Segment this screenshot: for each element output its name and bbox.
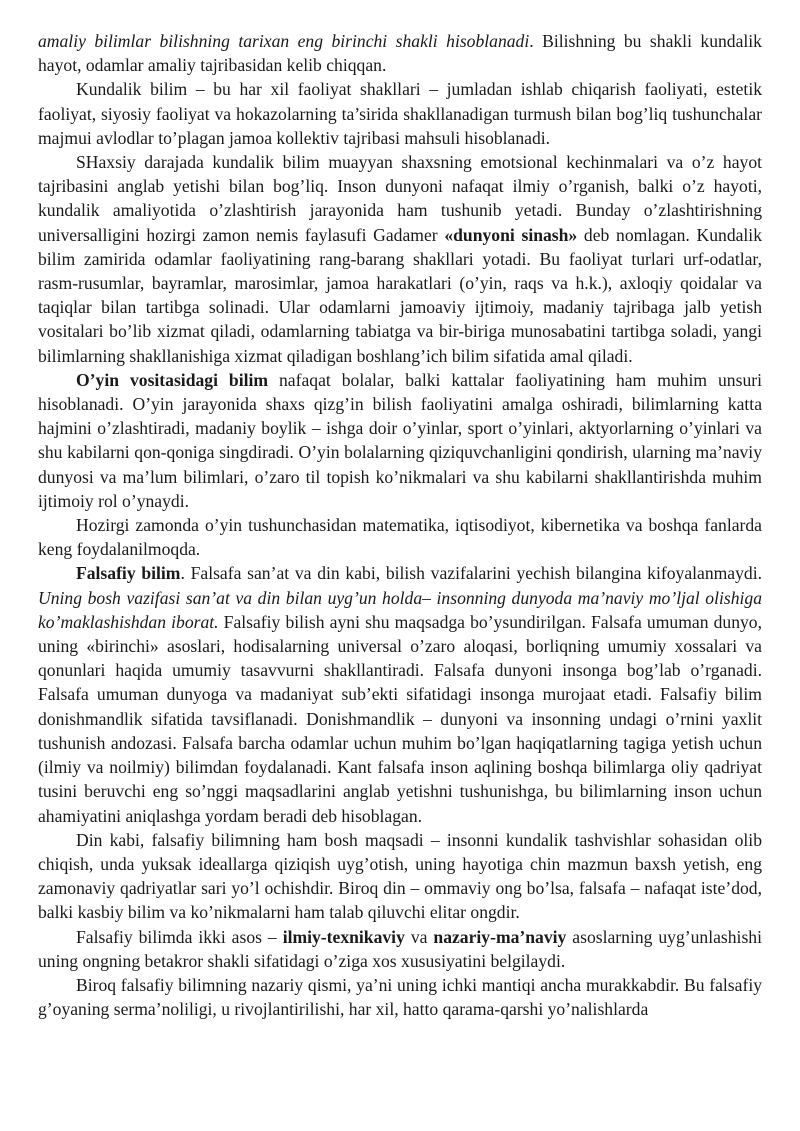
italic-run: amaliy bilimlar bilishning tarixan eng birinchi shakli hisoblanadi	[38, 31, 530, 51]
paragraph-3	[38, 150, 762, 368]
text-run: . Bilishning bu shakli kundalik hayot, odamlar amaliy tajribasidan kelib chiqqan.	[38, 31, 762, 76]
paragraph-6	[38, 561, 762, 827]
text-run: deb nomlagan. Kundalik bilim zamirida odamlar faoliyatining rang-barang shakllari yotadi. Bu faoliyat turlari urf-odatlar, rasm-rusumlar, bayramlar, marosimlar, jamoa harakatlari (o’yin, raqs va h.k.), axloqiy qoidalar va taqiqlar bilan tartibga solinadi. Ular odamlarni jamoaviy ijtimoiy, madaniy tajribaga jalb yetish vositalari bo’lib xizmat qiladi, odamlarning tabiatga va bir-biriga munosabatini tartibga soladi, yangi bilimlarning shakllanishiga xizmat qiladigan boshlang’ich bilim sifatida amal qiladi.	[38, 224, 762, 366]
paragraph-8	[38, 925, 762, 973]
paragraph-9	[38, 973, 762, 1021]
bold-run: «dunyoni sinash»	[444, 224, 578, 245]
text-run: asoslarning uyg’unlashishi uning ongning betakror shakli sifatidagi o’ziga xos xususiyatini belgilaydi.	[38, 926, 762, 971]
paragraph-2	[38, 77, 762, 150]
bold-run: nazariy-ma’naviy	[433, 926, 567, 947]
paragraph-1	[38, 29, 762, 77]
italic-run: Uning bosh vazifasi san’at va din bilan uyg’un holda– insonning dunyoda ma’naviy mo’ljal olishiga ko’maklashishdan iborat.	[38, 587, 762, 632]
text-run: Hozirgi zamonda o’yin tushunchasidan matematika, iqtisodiyot, kibernetika va boshqa fanlarda keng foydalanilmoqda.	[38, 515, 762, 560]
bold-run: O’yin vositasidagi bilim	[76, 369, 269, 390]
text-run: SHaxsiy darajada kundalik bilim muayyan shaxsning emotsional kechinmalari va o’z hayot tajribasini anglab yetishi bilan bog’liq. Inson dunyoni nafaqat ilmiy o’rganish, balki o’z hayoti, kundalik amaliyotida o’zlashtirish jarayonida ham tushunib yetadi. Bunday o’zlashtirishning universalligini hozirgi zamon nemis faylasufi Gadamer	[38, 152, 762, 245]
bold-run: ilmiy-texnikaviy	[282, 926, 405, 947]
text-run: Falsafiy bilimda ikki asos –	[76, 926, 283, 947]
text-run: Biroq falsafiy bilimning nazariy qismi, ya’ni uning ichki mantiqi ancha murakkabdir. Bu falsafiy g’oyaning serma’noliligi, u rivojlantirilishi, har xil, hatto qarama-qarshi yo’nalishlarda	[38, 974, 762, 1020]
text-run: . Falsafa san’at va din kabi, bilish vazifalarini yechish bilangina kifoyalanmaydi.	[180, 563, 762, 584]
paragraph-7	[38, 828, 762, 925]
paragraph-5	[38, 513, 762, 561]
paragraph-4	[38, 368, 762, 513]
text-run: Kundalik bilim – bu har xil faoliyat shakllari – jumladan ishlab chiqarish faoliyati, estetik faoliyat, siyosiy faoliyat va hokazolarning ta’sirida shakllanadigan turmush bilan bog’liq tushunchalar majmui avlodlar to’plagan jamoa kollektiv tajribasi mahsuli hisoblanadi.	[38, 79, 762, 148]
text-run: va	[404, 926, 434, 947]
bold-run: Falsafiy bilim	[76, 563, 181, 584]
text-run: nafaqat bolalar, balki kattalar faoliyatining ham muhim unsuri hisoblanadi. O’yin jarayonida shaxs qizg’in bilish faoliyatini amalga oshiradi, bilimlarning katta hajmini o’zlashtiradi, madaniy boylik – ishga doir o’yinlar, sport o’yinlari, aktyorlarning o’yinlari va shu kabilarni qon-qoniga singdiradi. O’yin bolalarning qiziquvchanligini qondirish, ularning ma’naviy dunyosi va ma’lum bilimlari, o’zaro til topish ko’nikmalari va shu kabilarni shakllantirishda muhim ijtimoiy rol o’ynaydi.	[38, 369, 762, 511]
text-run: Din kabi, falsafiy bilimning ham bosh maqsadi – insonni kundalik tashvishlar sohasidan olib chiqish, unda yuksak ideallarga qiziqish uyg’otish, uning hayotiga chin mazmun baxsh yetish, eng zamonaviy qadriyatlar sari yo’l ochishdir. Biroq din – ommaviy ong bo’lsa, falsafa – nafaqat iste’dod, balki kasbiy bilim va ko’nikmalarni ham talab qiluvchi elitar ongdir.	[38, 829, 762, 923]
text-run: Falsafiy bilish ayni shu maqsadga bo’ysundirilgan. Falsafa umuman dunyo, uning «birinchi» asoslari, hodisalarning universal o’zaro aloqasi, borliqning umumiy xossalari va qonunlari haqida umumiy tasavvurni shakllantiradi. Falsafa dunyoni insonga bog’lab o’rganadi. Falsafa umuman dunyoga va madaniyat sub’ekti sifatidagi insonga murojaat etadi. Falsafiy bilim donishmandlik sifatida tavsiflanadi. Donishmandlik – dunyoni va insonning undagi o’rnini yaxlit tushunish andozasi. Falsafa barcha odamlar uchun muhim bo’lgan haqiqatlarning tagiga yetish uchun (ilmiy va noilmiy) bilimdan foydalanadi. Kant falsafa inson aqlining boshqa bilimlarga oliy qadriyat tusini beruvchi eng so’nggi maqsadlarini anglab yetishni tushunishga, bu bilimlarning inson uchun ahamiyatini aniqlashga yordam beradi deb hisoblagan.	[38, 611, 762, 826]
